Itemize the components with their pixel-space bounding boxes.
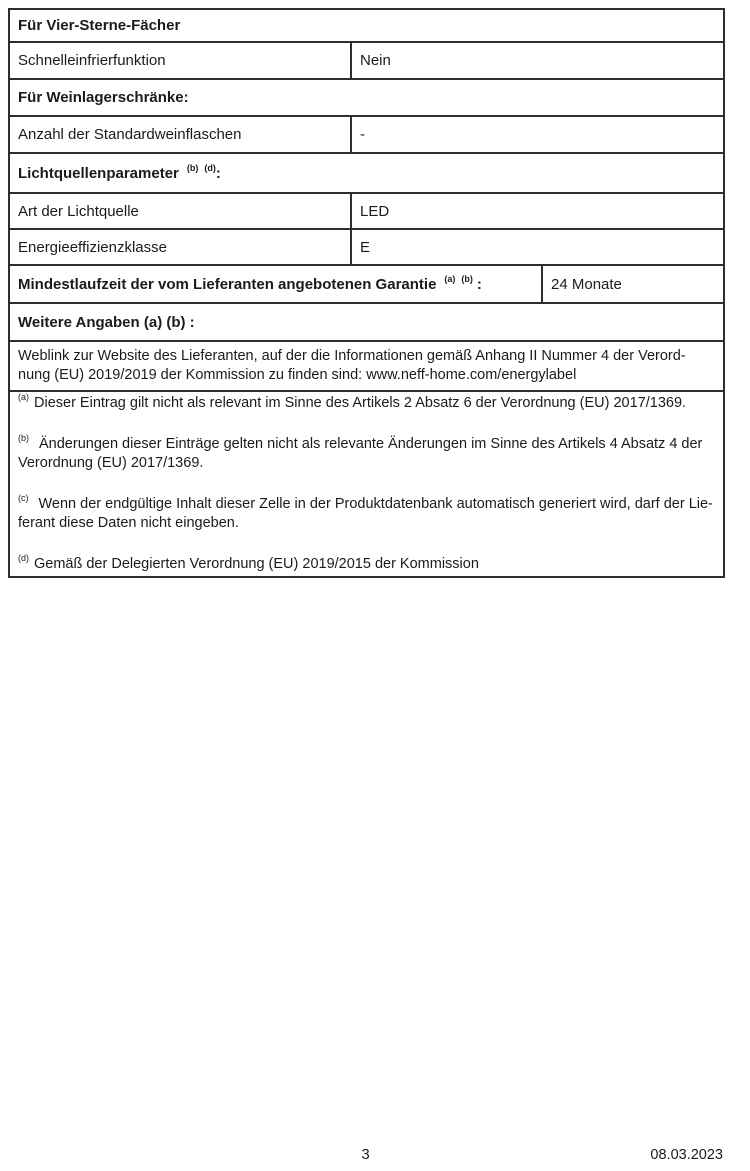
section-header-more-info — [9, 303, 724, 341]
footnote-ref-b: (b) — [461, 273, 473, 284]
table-row — [9, 193, 724, 229]
table-row — [9, 153, 724, 193]
table-row — [9, 341, 724, 391]
warranty-value: 24 Monate — [542, 265, 724, 303]
quick-freeze-value: Nein — [351, 42, 724, 79]
product-spec-table — [8, 8, 725, 578]
weblink-paragraph — [9, 341, 724, 391]
page-number: 3 — [361, 1146, 370, 1163]
light-type-label: Art der Lichtquelle — [9, 193, 351, 229]
footnote-ref-d: (d) — [204, 162, 216, 173]
footnote-b-text-line-2: Verordnung (EU) 2017/1369. — [18, 455, 204, 471]
footnote-a-text: Dieser Eintrag gilt nicht als relevant im Sinne des Artikels 2 Absatz 6 der Verordnung (EU) 2017/1369. — [34, 395, 687, 411]
section-header-light-params — [9, 153, 724, 193]
footnote-ref-a: (a) — [444, 273, 456, 284]
footnote-a — [18, 394, 715, 413]
light-eec-value: E — [351, 229, 724, 265]
section-header-wine — [9, 79, 724, 116]
table-row — [9, 116, 724, 153]
footnote-c — [18, 495, 715, 533]
light-eec-label: Energieeffizienzklasse — [9, 229, 351, 265]
table-row — [9, 229, 724, 265]
section-label: Für Vier-Sterne-Fächer — [18, 17, 181, 34]
page-footer — [8, 1146, 723, 1166]
footnote-c-text-line-1: Wenn der endgültige Inhalt dieser Zelle in der Produktdatenbank automatisch generiert wird, darf der Lie- — [38, 496, 713, 512]
footnote-b-text-line-1: Änderungen dieser Einträge gelten nicht als relevante Änderungen im Sinne des Artikels 4 Absatz 4 der — [39, 436, 703, 452]
table-row — [9, 391, 724, 577]
table-row — [9, 42, 724, 79]
wine-bottles-value: - — [351, 116, 724, 153]
section-colon: : — [215, 164, 221, 182]
section-label: Lichtquellenparameter — [18, 164, 179, 182]
weblink-line-2: nung (EU) 2019/2019 der Kommission zu finden sind: www.neff-home.com/energylabel — [18, 367, 577, 383]
table-row — [9, 79, 724, 116]
section-header-four-star — [9, 9, 724, 42]
footnote-d — [18, 555, 715, 574]
footnote-b — [18, 435, 715, 473]
footnote-b-marker: (b) — [18, 433, 29, 444]
quick-freeze-label: Schnelleinfrierfunktion — [9, 42, 351, 79]
table-row — [9, 265, 724, 303]
footnote-d-text: Gemäß der Delegierten Verordnung (EU) 2019/2015 der Kommission — [34, 556, 479, 572]
light-type-value: LED — [351, 193, 724, 229]
wine-bottles-label: Anzahl der Standardweinflaschen — [9, 116, 351, 153]
footer-date: 08.03.2023 — [650, 1147, 723, 1163]
footnote-a-marker: (a) — [18, 392, 29, 403]
warranty-label-cell — [9, 265, 542, 303]
footnotes-cell — [9, 391, 724, 577]
warranty-label: Mindestlaufzeit der vom Lieferanten angebotenen Garantie — [18, 275, 437, 293]
table-row — [9, 303, 724, 341]
section-label: Weitere Angaben (a) (b) : — [18, 313, 195, 331]
footnote-d-marker: (d) — [18, 553, 29, 564]
footnote-c-marker: (c) — [18, 493, 29, 504]
weblink-line-1: Weblink zur Website des Lieferanten, auf der die Informationen gemäß Anhang II Nummer 4 der Verord- — [18, 348, 686, 364]
section-label: Für Weinlagerschränke: — [18, 89, 189, 106]
table-row — [9, 9, 724, 42]
footnote-ref-b: (b) — [186, 162, 199, 173]
footnote-c-text-line-2: ferant diese Daten nicht eingeben. — [18, 515, 239, 531]
warranty-colon: : — [476, 275, 482, 293]
